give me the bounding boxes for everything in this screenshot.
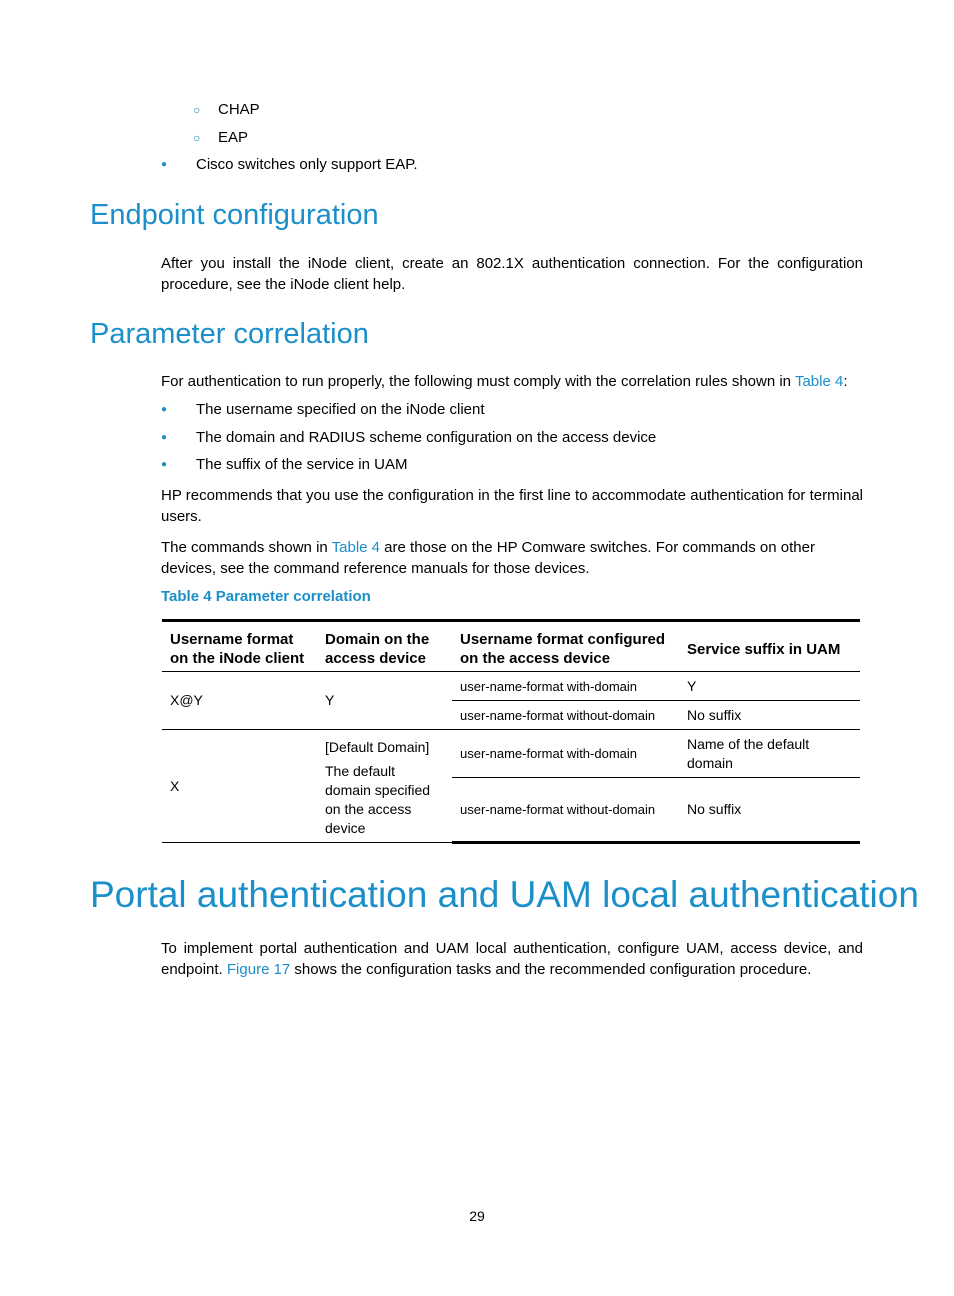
portal-paragraph bbox=[161, 938, 863, 980]
endpoint-paragraph: After you install the iNode client, create an 802.1X authentication connection. For the configuration procedure, see the iNode client help. bbox=[161, 255, 863, 293]
table-cell: user-name-format with-domain bbox=[452, 730, 679, 778]
table-cell: Name of the default domain bbox=[679, 730, 860, 778]
portal-text-end: shows the configuration tasks and the recommended configuration procedure. bbox=[290, 961, 812, 978]
table-row bbox=[162, 672, 860, 701]
commands-text-end: are those on the HP Comware switches. For commands on other devices, see the command reference manuals for those devices. bbox=[161, 539, 815, 577]
list-item: The username specified on the iNode client bbox=[196, 401, 485, 418]
domain-line: The default domain specified on the access device bbox=[325, 763, 431, 836]
table-cell: X@Y bbox=[162, 672, 317, 730]
table-cell: No suffix bbox=[679, 701, 860, 730]
table-4-link[interactable]: Table 4 bbox=[331, 539, 381, 556]
section-heading-endpoint: Endpoint configuration bbox=[90, 199, 379, 231]
table-4-link[interactable]: Table 4 bbox=[794, 373, 844, 390]
parameter-intro bbox=[161, 371, 871, 392]
list-item: CHAP bbox=[218, 101, 260, 118]
portal-text: To implement portal authentication and UAM local authentication, configure UAM, access device, and endpoint. bbox=[161, 940, 863, 978]
bullet-icon: ● bbox=[161, 159, 168, 170]
table-row bbox=[162, 730, 860, 778]
commands-paragraph bbox=[161, 537, 873, 579]
list-item: Cisco switches only support EAP. bbox=[196, 156, 418, 173]
table-cell: No suffix bbox=[679, 778, 860, 843]
page-number: 29 bbox=[469, 1208, 485, 1224]
figure-17-link[interactable]: Figure 17 bbox=[226, 961, 291, 978]
table-cell: Y bbox=[679, 672, 860, 701]
table-caption: Table 4 Parameter correlation bbox=[161, 588, 371, 605]
intro-text-end: : bbox=[843, 373, 848, 390]
domain-line: [Default Domain] bbox=[325, 739, 430, 755]
column-header: Username format configured on the access device bbox=[452, 621, 679, 672]
recommend-paragraph: HP recommends that you use the configuration in the first line to accommodate authentication for terminal users. bbox=[161, 487, 863, 525]
sub-bullet-icon: ○ bbox=[193, 131, 201, 145]
list-item: EAP bbox=[218, 129, 249, 146]
section-heading-portal: Portal authentication and UAM local authentication bbox=[90, 874, 919, 915]
table-cell: X bbox=[162, 730, 317, 843]
column-header: Domain on the access device bbox=[317, 621, 452, 672]
table-cell: Y bbox=[317, 672, 452, 730]
table-cell bbox=[317, 730, 452, 843]
intro-text: For authentication to run properly, the following must comply with the correlation rules shown in bbox=[161, 373, 795, 390]
list-item: The domain and RADIUS scheme configuration on the access device bbox=[196, 429, 657, 446]
parameter-table bbox=[162, 619, 860, 844]
table-header-row bbox=[162, 621, 860, 672]
section-heading-parameter: Parameter correlation bbox=[90, 318, 369, 350]
list-item: The suffix of the service in UAM bbox=[196, 456, 408, 473]
bullet-icon: ● bbox=[161, 459, 168, 470]
column-header: Service suffix in UAM bbox=[679, 621, 860, 672]
sub-bullet-icon: ○ bbox=[193, 103, 201, 117]
table-cell: user-name-format without-domain bbox=[452, 701, 679, 730]
table-cell: user-name-format without-domain bbox=[452, 778, 679, 843]
table-cell: user-name-format with-domain bbox=[452, 672, 679, 701]
bullet-icon: ● bbox=[161, 404, 168, 415]
column-header: Username format on the iNode client bbox=[162, 621, 317, 672]
bullet-icon: ● bbox=[161, 432, 168, 443]
commands-text: The commands shown in bbox=[161, 539, 332, 556]
